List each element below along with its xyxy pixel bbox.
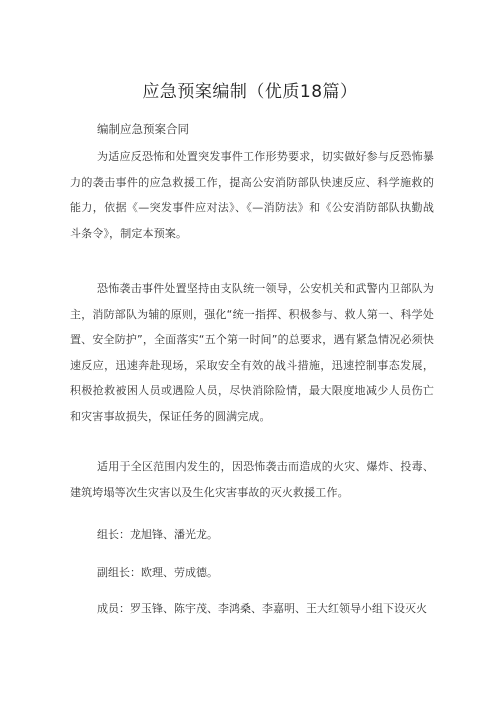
deputy-leader-line: 副组长：欧理、劳成德。 — [97, 566, 218, 579]
document-title: 应急预案编制（优质18篇） — [142, 82, 358, 102]
document-subtitle: 编制应急预案合同 — [97, 122, 189, 136]
paragraph-scope: 适用于全区范围内发生的，因恐怖袭击而造成的火灾、爆炸、投毒、建筑垮塌等次生灾害以及生化灾害事故的灭火救援工作。 — [70, 460, 434, 499]
paragraph-purpose: 为适应反恐怖和处置突发事件工作形势要求，切实做好参与反恐怖暴力的袭击事件的应急救援工作，提高公安消防部队快速反应、科学施救的能力，依据《—突发事件应对法》、《—消防法》和《公安消防部队执勤战斗条令》，制定本预案。 — [70, 150, 434, 240]
paragraph-principles: 恐怖袭击事件处置坚持由支队统一领导，公安机关和武警内卫部队为主，消防部队为辅的原则，强化“统一指挥、积极参与、救人第一、科学处置、安全防护”，全面落实“五个第一时间”的总要求，遇有紧急情况必须快速反应，迅速奔赴现场，采取安全有效的战斗措施，迅速控制事态发展，积极抢救被困人员或遇险人员，尽快消除险情，最大限度地减少人员伤亡和灾害事故损失，保证任务的圆满完成。 — [70, 282, 434, 423]
members-line: 成员：罗玉锋、陈宇茂、李鸿桑、李嘉明、王大红领导小组下设灭火 — [97, 602, 427, 615]
leader-line: 组长：龙旭锋、潘光龙。 — [97, 528, 218, 541]
